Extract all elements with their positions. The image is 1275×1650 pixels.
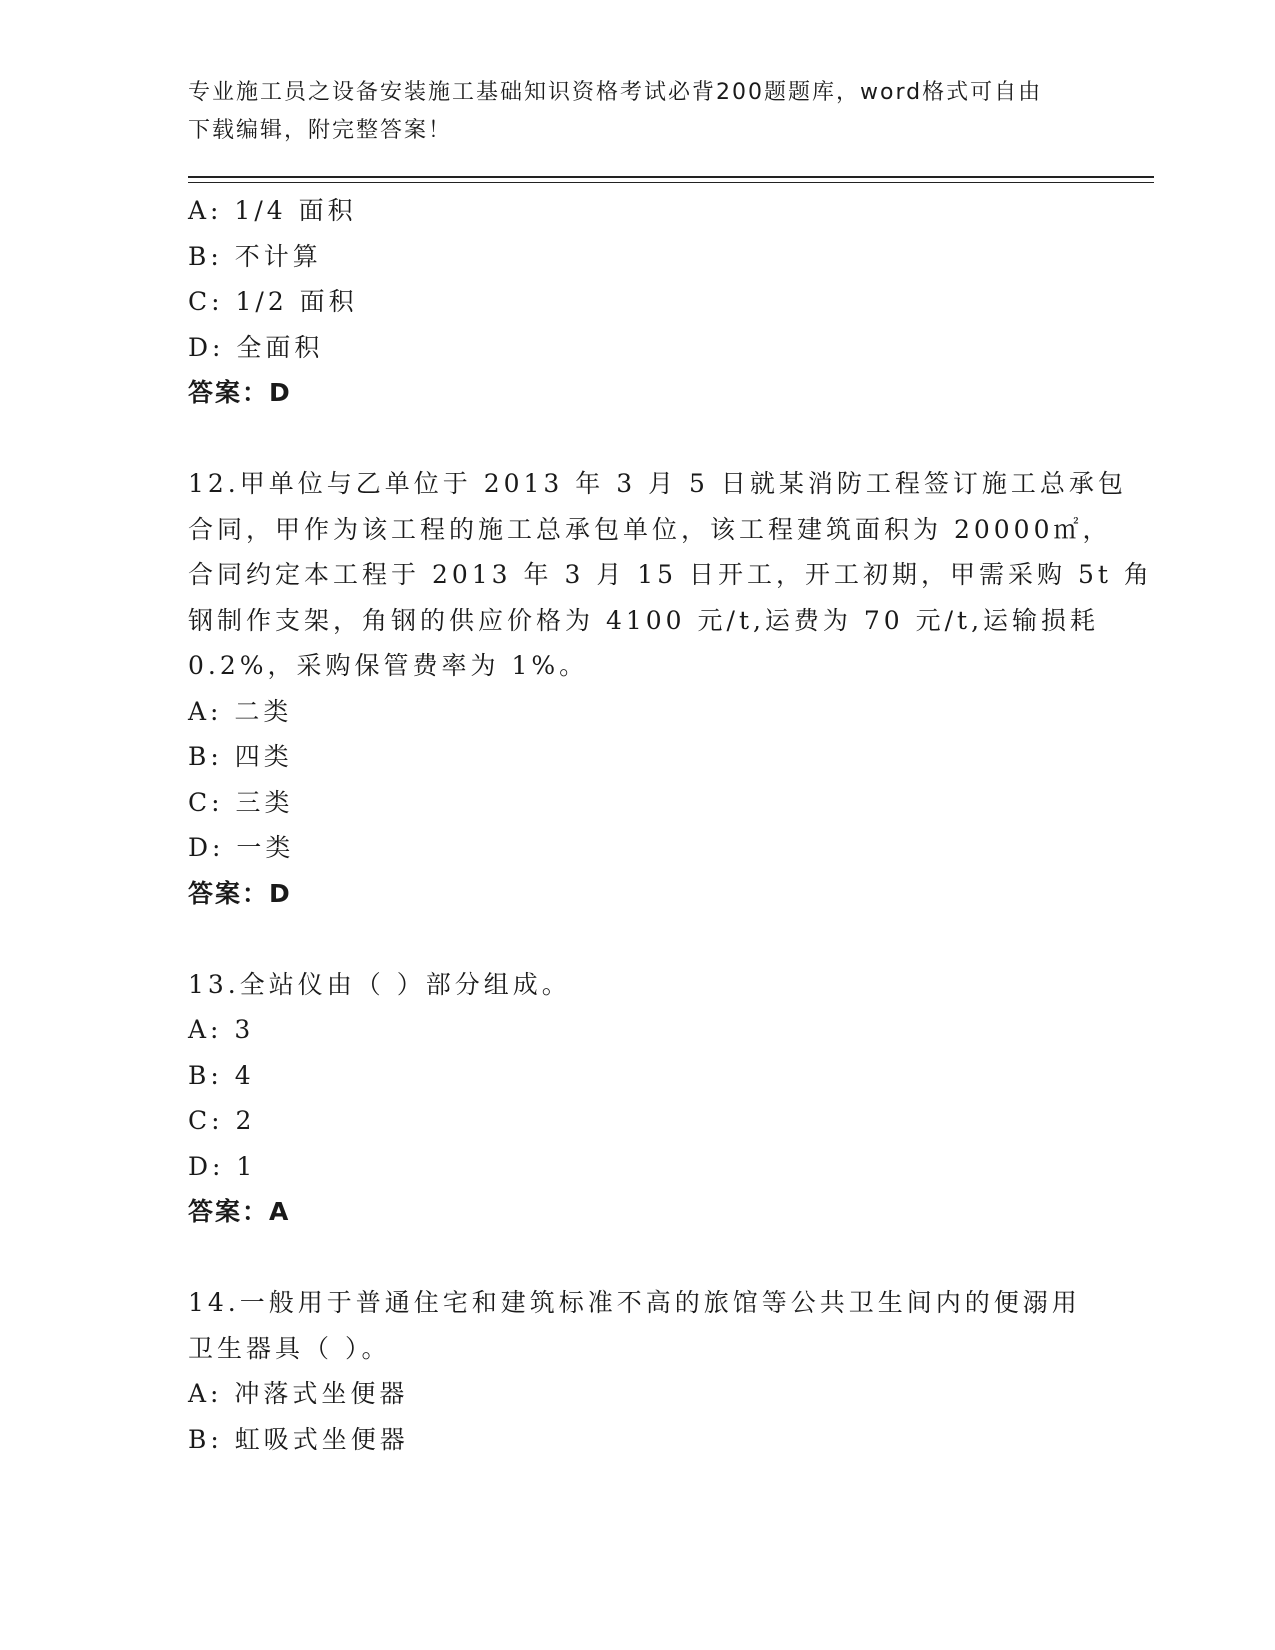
q14-option-b: B: 虹吸式坐便器	[188, 1424, 409, 1454]
question-14-block	[188, 1280, 1081, 1462]
q11-option-d: D: 全面积	[188, 332, 324, 362]
q14-text-line-1: 14.一般用于普通住宅和建筑标准不高的旅馆等公共卫生间内的便溺用	[188, 1288, 1081, 1317]
header-divider-thin	[188, 182, 1154, 183]
q12-text-line-3: 合同约定本工程于 2013 年 3 月 15 日开工，开工初期，甲需采购 5t 角	[188, 560, 1153, 589]
q14-option-a: A: 冲落式坐便器	[188, 1379, 409, 1408]
question-13-block	[188, 962, 1068, 1235]
q12-text-line-4: 钢制作支架，角钢的供应价格为 4100 元/t,运费为 70 元/t,运输损耗	[188, 605, 1100, 635]
q11-option-c: C: 1/2 面积	[188, 287, 358, 316]
q13-option-a: A: 3	[188, 1015, 255, 1044]
q14-text-line-2: 卫生器具（ ）。	[188, 1333, 391, 1363]
q11-answer: 答案：D	[188, 378, 292, 407]
question-spacer	[188, 1235, 1068, 1281]
q13-text-line-1: 13.全站仪由（ ）部分组成。	[188, 969, 571, 999]
q12-text-line-5: 0.2%，采购保管费率为 1%。	[188, 651, 589, 680]
question-content	[188, 188, 1153, 1462]
q13-option-b: B: 4	[188, 1060, 255, 1090]
q11-option-a: A: 1/4 面积	[188, 196, 357, 225]
q13-answer: 答案：A	[188, 1197, 291, 1226]
q11-option-b: B: 不计算	[188, 241, 322, 271]
q13-option-d: D: 1	[188, 1151, 257, 1181]
q12-option-a: A: 二类	[188, 696, 293, 726]
document-header	[188, 74, 1068, 150]
q12-option-d: D: 一类	[188, 833, 295, 862]
q12-text-line-1: 12.甲单位与乙单位于 2013 年 3 月 5 日就某消防工程签订施工总承包	[188, 469, 1127, 498]
question-spacer	[188, 416, 1068, 462]
header-divider-thick	[188, 176, 1154, 178]
q12-option-b: B: 四类	[188, 742, 293, 771]
q12-option-c: C: 三类	[188, 787, 294, 817]
q12-text-line-2: 合同，甲作为该工程的施工总承包单位，该工程建筑面积为 20000㎡，	[188, 514, 1112, 544]
q13-option-c: C: 2	[188, 1106, 256, 1135]
q12-answer: 答案：D	[188, 878, 292, 908]
header-line-2: 下载编辑，附完整答案！	[188, 118, 453, 143]
question-12-block	[188, 461, 1153, 916]
question-11-block	[188, 188, 1068, 416]
question-spacer	[188, 916, 1068, 962]
header-line-1: 专业施工员之设备安装施工基础知识资格考试必背200题题库，word格式可自由	[188, 80, 1043, 105]
